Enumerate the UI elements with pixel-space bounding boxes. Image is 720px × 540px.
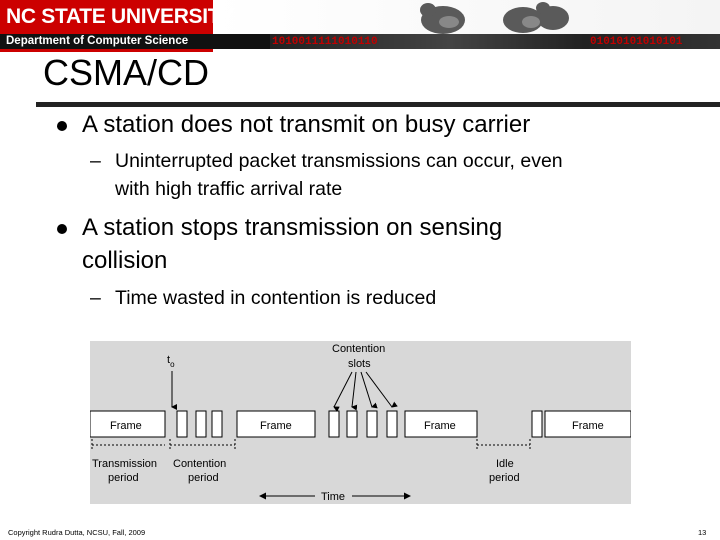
contention-slots-3 <box>532 411 542 437</box>
contention-period-label-line-2: period <box>188 472 219 484</box>
period-brackets <box>92 439 530 451</box>
page-number: 13 <box>698 528 707 537</box>
t0-label: $t_o$ <box>167 354 175 369</box>
binary-text-b: 01010101010101 <box>590 36 683 48</box>
time-label: Time <box>321 491 346 503</box>
csma-cd-timeline-diagram <box>90 341 631 504</box>
idle-period-label-line-1: Idle <box>496 458 514 470</box>
bullet-1-sub-1-line-1: Uninterrupted packet transmissions can occur, even <box>115 150 563 172</box>
contention-slot-arrows <box>334 372 392 407</box>
contention-slots-1 <box>177 411 222 437</box>
wolf-pack-image <box>213 0 720 34</box>
title-underline <box>36 102 720 107</box>
copyright-footer: Copyright Rudra Dutta, NCSU, Fall, 2009 <box>8 528 146 537</box>
slide-title: CSMA/CD <box>43 52 210 93</box>
contention-period-label-line-1: Contention <box>173 458 227 470</box>
dash-marker: – <box>90 287 101 309</box>
frame-label-3: Frame <box>424 420 456 432</box>
bullet-dot-icon <box>57 224 67 234</box>
university-banner <box>0 0 720 52</box>
contention-slots-label-line-2: slots <box>348 358 371 370</box>
bullet-1-text: A station does not transmit on busy carrier <box>82 111 531 138</box>
contention-slots-2 <box>329 411 397 437</box>
bullet-2-sub-1-text: Time wasted in contention is reduced <box>115 287 437 309</box>
frame-label-4: Frame <box>572 420 604 432</box>
idle-period-label-line-2: period <box>489 472 520 484</box>
department-name: Department of Computer Science <box>6 35 189 47</box>
bullet-dot-icon <box>57 121 67 131</box>
university-name: NC STATE UNIVERSITY <box>6 5 235 28</box>
transmission-period-label-line-2: period <box>108 472 139 484</box>
transmission-period-label-line-1: Transmission <box>92 458 157 470</box>
bullet-1-sub-1-line-2: with high traffic arrival rate <box>115 178 343 200</box>
frame-label-2: Frame <box>260 420 292 432</box>
bullet-2-line-1: A station stops transmission on sensing <box>82 214 503 241</box>
dash-marker: – <box>90 150 101 172</box>
binary-text-a: 1010011111010110 <box>272 36 378 48</box>
contention-slots-label-line-1: Contention <box>332 343 386 355</box>
bullet-2-line-2: collision <box>82 247 168 274</box>
frame-label-1: Frame <box>110 420 142 432</box>
